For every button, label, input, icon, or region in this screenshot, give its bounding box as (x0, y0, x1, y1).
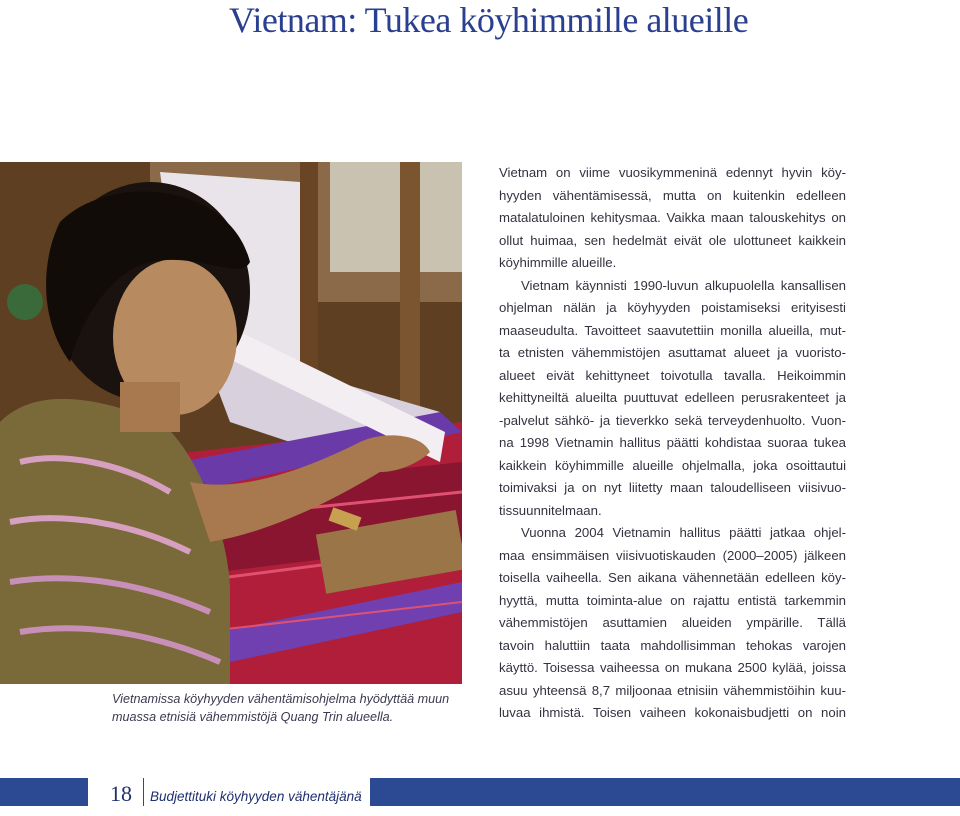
body-line: maaseudulta. Tavoitteet saavutettiin monilla alueilla, mut- (499, 322, 846, 338)
body-line: kehittyneiltä alueilta puuttuvat edelleen perusrakenteet ja (499, 390, 846, 405)
body-line: matalatuloinen kehitysmaa. Vaikka maan talouskehitys on (499, 210, 846, 225)
body-line: ohjelman nälän ja köyhyyden poistamiseksi erityisesti (499, 300, 846, 315)
photo-caption (112, 690, 452, 726)
body-line: na 1998 Vietnamin hallitus päätti kohdistaa suoraa tukea (499, 435, 846, 450)
body-line: asuu yhteensä 8,7 miljoonaa etnisiin vähemmistöihin kuu- (499, 682, 846, 698)
body-text (499, 162, 846, 725)
body-line: ollut huimaa, sen hedelmät eivät ole ulottuneet kaikkein (499, 232, 846, 248)
body-line: hyyttä, mutta toiminta-alue on rajattu entistä tarkemmin (499, 592, 846, 608)
caption-line: muassa etnisiä vähemmistöjä Quang Trin alueella. (112, 710, 394, 724)
page-number: 18 (110, 781, 132, 806)
body-line: Vuonna 2004 Vietnamin hallitus päätti jatkaa ohjel- (521, 525, 846, 540)
body-line: luvaa ihmistä. Toisen vaiheen kokonaisbudjetti on noin (499, 705, 846, 720)
page-title: Vietnam: Tukea köyhimmille alueille (229, 0, 749, 40)
body-line: käyttö. Toisessa vaiheessa on mukana 2500 kylää, joissa (499, 660, 846, 675)
body-line: tissuunnitelmaan. (499, 502, 602, 518)
body-line: toimivaksi ja on nyt liitetty maan taloudelliseen viisivuo- (499, 480, 846, 495)
body-line: Vietnam käynnisti 1990-luvun alkupuolella kansallisen (521, 277, 846, 293)
body-line: toisella vaiheella. Sen aikana vähennetään edelleen köy- (499, 570, 846, 585)
footer-title: Budjettituki köyhyyden vähentäjänä (144, 778, 370, 806)
caption-line: Vietnamissa köyhyyden vähentämisohjelma hyödyttää muun (112, 692, 450, 706)
body-line: Vietnam on viime vuosikymmeninä edennyt hyvin köy- (499, 165, 846, 180)
body-line: kaikkein köyhimmille alueille ohjelmalla, joka osoittautui (499, 457, 846, 473)
body-line: ta etnisten vähemmistöjen asuttamat alueet ja vuoristo- (499, 345, 846, 360)
body-line: alueet eivät kehittyneet toivotulla tavalla. Heikoimmin (499, 367, 846, 383)
body-line: hyyden vähentämisessä, mutta on kuitenkin edelleen (499, 187, 846, 203)
weaving-photo (0, 162, 462, 684)
body-line: köyhimmille alueille. (499, 255, 617, 270)
body-line: -palvelut sähkö- ja tieverkko sekä terveydenhuolto. Vuon- (499, 412, 846, 428)
body-line: vähemmistöjen asuttamien alueiden ympärille. Tällä (499, 615, 846, 630)
body-line: tavoin haluttiin taata mahdollisimman tehokas varojen (499, 637, 846, 653)
body-line: maa ensimmäisen viisivuotiskauden (2000–2005) jälkeen (499, 547, 846, 563)
